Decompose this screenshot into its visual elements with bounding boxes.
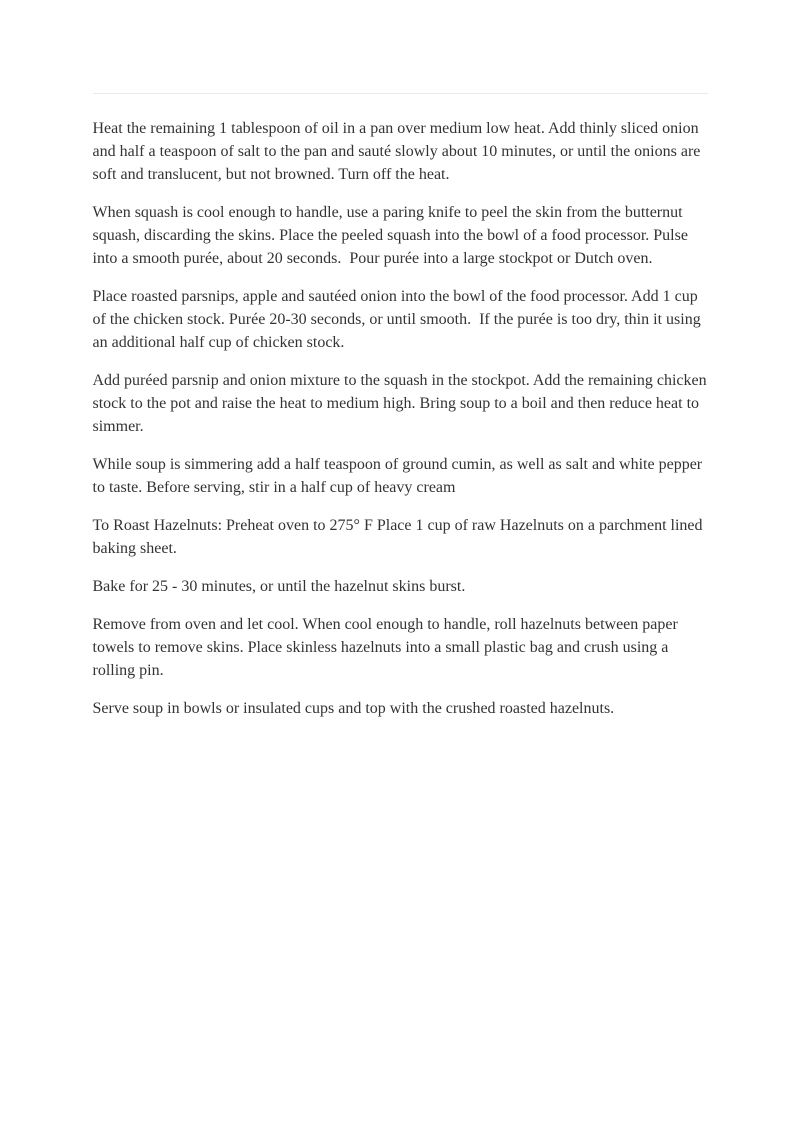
paragraph-bake-time: Bake for 25 - 30 minutes, or until the hazelnut skins burst.: [92, 578, 466, 595]
paragraph-season-soup: While soup is simmering add a half teaspoon of ground cumin, as well as salt and white pepper to taste. Before serving, stir in a half cup of heavy cream: [92, 456, 707, 496]
paragraph-crush-hazelnuts: Remove from oven and let cool. When cool enough to handle, roll hazelnuts between paper towels to remove skins. Place skinless hazelnuts into a small plastic bag and crush using a rolling pin.: [92, 616, 682, 679]
page: [92, 93, 711, 720]
paragraph-puree-parsnips: Place roasted parsnips, apple and sautéed onion into the bowl of the food processor. Add 1 cup of the chicken stock. Purée 20-30 seconds, or until smooth. If the purée is too dry, thin it using an additional half cup of chicken stock.: [92, 288, 705, 351]
top-divider: [93, 93, 708, 94]
paragraph-serve: Serve soup in bowls or insulated cups and top with the crushed roasted hazelnuts.: [92, 700, 615, 717]
recipe-body: [92, 117, 711, 720]
paragraph-roast-hazelnuts: To Roast Hazelnuts: Preheat oven to 275° F Place 1 cup of raw Hazelnuts on a parchment lined baking sheet.: [92, 517, 707, 557]
paragraph-saute-onion: Heat the remaining 1 tablespoon of oil in a pan over medium low heat. Add thinly sliced onion and half a teaspoon of salt to the pan and sauté slowly about 10 minutes, or until the onions are soft and translucent, but not browned. Turn off the heat.: [92, 120, 705, 183]
paragraph-combine-stockpot: Add puréed parsnip and onion mixture to the squash in the stockpot. Add the remaining chicken stock to the pot and raise the heat to medium high. Bring soup to a boil and then reduce heat to simmer.: [92, 372, 711, 435]
paragraph-peel-squash: When squash is cool enough to handle, use a paring knife to peel the skin from the butternut squash, discarding the skins. Place the peeled squash into the bowl of a food processor. Pulse into a smooth purée, about 20 seconds. Pour purée into a large stockpot or Dutch oven.: [92, 204, 692, 267]
